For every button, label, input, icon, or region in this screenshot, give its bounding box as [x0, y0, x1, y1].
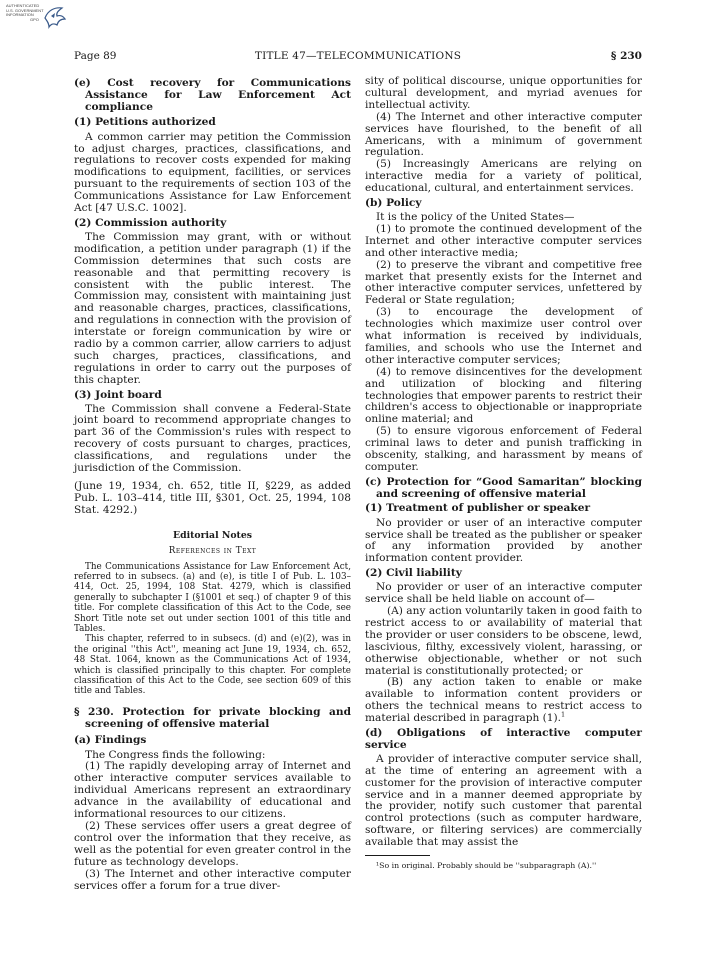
seal-line: AUTHENTICATED — [6, 3, 40, 8]
body-paragraph: A provider of interactive computer service shall, at the time of entering an agreement with a customer for the provision of interactive computer service and in a manner deemed appropriate by the provider, notify such customer that parental control protections (such as computer hardware, software, or filtering services) are commercially available that may assist the — [365, 752, 642, 849]
footnote-marker: 1 — [561, 710, 566, 719]
paragraph-heading: (2) Civil liability — [365, 567, 462, 580]
list-item: (5) Increasingly Americans are relying on interactive media for a variety of political, educational, cultural, and entertainment services. — [365, 158, 642, 195]
section-number: § 230 — [610, 50, 642, 62]
right-column — [365, 76, 642, 871]
subsection-heading: (a) Findings — [74, 733, 147, 746]
list-item-text: (B) any action taken to enable or make available to information content providers or others the technical means to restrict access to material described in paragraph (1). — [365, 676, 642, 725]
paragraph-heading: (1) Treatment of publisher or speaker — [365, 501, 591, 514]
page-header — [74, 50, 642, 64]
running-title: TITLE 47—TELECOMMUNICATIONS — [254, 50, 462, 62]
footnote-divider — [365, 855, 430, 856]
note-paragraph: The Communications Assistance for Law Enforcement Act, referred to in subsecs. (a) and (e), is title I of Pub. L. 103–414, Oct. 25, 1994, 108 Stat. 4279, which is classified generally to subchapter I (§1001 et seq.) of chapter 9 of this title. For complete classification of this Act to the Code, see Short Title note set out under section 1001 of this title and Tables. — [74, 561, 351, 634]
list-item: (5) to ensure vigorous enforcement of Federal criminal laws to deter and punish trafficking in obscenity, stalking, and harassment by means of computer. — [365, 425, 642, 473]
list-item: (4) The Internet and other interactive computer services have flourished, to the benefit of all Americans, with a minimum of government regulation. — [365, 110, 642, 159]
body-paragraph: No provider or user of an interactive computer service shall be treated as the publisher or speaker of any information provided by another information content provider. — [365, 516, 642, 565]
references-heading: References in Text — [168, 545, 257, 556]
list-item: (1) to promote the continued development of the Internet and other interactive computer services and other interactive media; — [365, 222, 642, 259]
body-paragraph: sity of political discourse, unique opportunities for cultural development, and myriad avenues for intellectual activity. — [365, 75, 642, 111]
seal-line: INFORMATION — [6, 12, 34, 18]
list-item: (3) to encourage the development of technologies which maximize user control over what information is received by individuals, families, and schools who use the Internet and other interactive computer services; — [365, 306, 642, 366]
subsection-heading: (c) Protection for “Good Samaritan” blocking and screening of offensive material — [365, 475, 642, 500]
paragraph-heading: (2) Commission authority — [74, 216, 227, 229]
left-column — [74, 76, 351, 892]
list-item — [365, 677, 642, 725]
list-item: (1) The rapidly developing array of Internet and other interactive computer services available to individual Americans represent an extraordinary advance in the availability of educational and informational resources to our citizens. — [74, 760, 351, 821]
section-heading: § 230. Protection for private blocking and screening of offensive material — [74, 705, 351, 730]
body-paragraph: No provider or user of an interactive computer service shall be held liable on account of— — [365, 581, 642, 606]
gpo-authentication-seal — [6, 4, 70, 38]
footnote: ¹So in original. Probably should be ''subparagraph (A).'' — [376, 861, 597, 871]
source-citation: (June 19, 1934, ch. 652, title II, §229, as added Pub. L. 103–414, title III, §301, Oct. 25, 1994, 108 Stat. 4292.) — [74, 480, 351, 516]
seal-line: U.S. GOVERNMENT — [6, 7, 44, 13]
body-paragraph: It is the policy of the United States— — [376, 210, 575, 223]
eagle-icon — [42, 4, 68, 34]
body-paragraph: The Congress finds the following: — [85, 748, 266, 761]
subsection-heading: (b) Policy — [365, 197, 422, 210]
list-item: (A) any action voluntarily taken in good faith to restrict access to or availability of material that the provider or user considers to be obscene, lewd, lascivious, filthy, excessively violent, harassing, or otherwise objectionable, whether or not such material is constitutionally protected; or — [365, 604, 642, 677]
list-item: (2) to preserve the vibrant and competitive free market that presently exists for the Internet and other interactive computer services, unfettered by Federal or State regulation; — [365, 258, 642, 307]
body-paragraph: A common carrier may petition the Commission to adjust charges, practices, classifications, and regulations to recover costs expended for making modifications to equipment, facilities, or services pursuant to the requirements of section 103 of the Communications Assistance for Law Enforcement Act [47 U.S.C. 1002]. — [74, 130, 351, 215]
subsection-heading: (e) Cost recovery for Communications Assistance for Law Enforcement Act compliance — [74, 77, 351, 113]
paragraph-heading: (3) Joint board — [74, 388, 162, 401]
page-number: Page 89 — [74, 50, 117, 62]
body-paragraph: The Commission shall convene a Federal-State joint board to recommend appropriate changes to part 36 of the Commission's rules with respect to recovery of costs pursuant to charges, practices, classifications, and regulations under the jurisdiction of the Commission. — [74, 402, 351, 475]
body-paragraph: The Commission may grant, with or without modification, a petition under paragraph (1) if the Commission determines that such costs are reasonable and that permitting recovery is consistent with the public interest. The Commission may, consistent with maintaining just and reasonable charges, practices, classifications, and regulations in connection with the provision of interstate or foreign communication by wire or radio by a common carrier, allow carriers to adjust such charges, practices, classifications, and regulations in order to carry out the purposes of this chapter. — [74, 230, 351, 386]
list-item: (4) to remove disincentives for the development and utilization of blocking and filtering technologies that empower parents to restrict their children's access to objectionable or inappropriate online material; and — [365, 365, 642, 426]
list-item: (2) These services offer users a great degree of control over the information that they receive, as well as the potential for even greater control in the future as technology develops. — [74, 819, 351, 868]
subsection-heading: (d) Obligations of interactive computer service — [365, 727, 642, 751]
note-paragraph: This chapter, referred to in subsecs. (d) and (e)(2), was in the original ''this Act'', meaning act June 19, 1934, ch. 652, 48 Stat. 1064, known as the Communications Act of 1934, which is classified principally to this chapter. For complete classification of this Act to the Code, see section 609 of this title and Tables. — [74, 634, 351, 697]
list-item: (3) The Internet and other interactive computer services offer a forum for a true diver- — [74, 867, 351, 892]
editorial-notes-heading: Editorial Notes — [173, 529, 252, 541]
seal-line: GPO — [30, 16, 39, 22]
paragraph-heading: (1) Petitions authorized — [74, 115, 216, 128]
